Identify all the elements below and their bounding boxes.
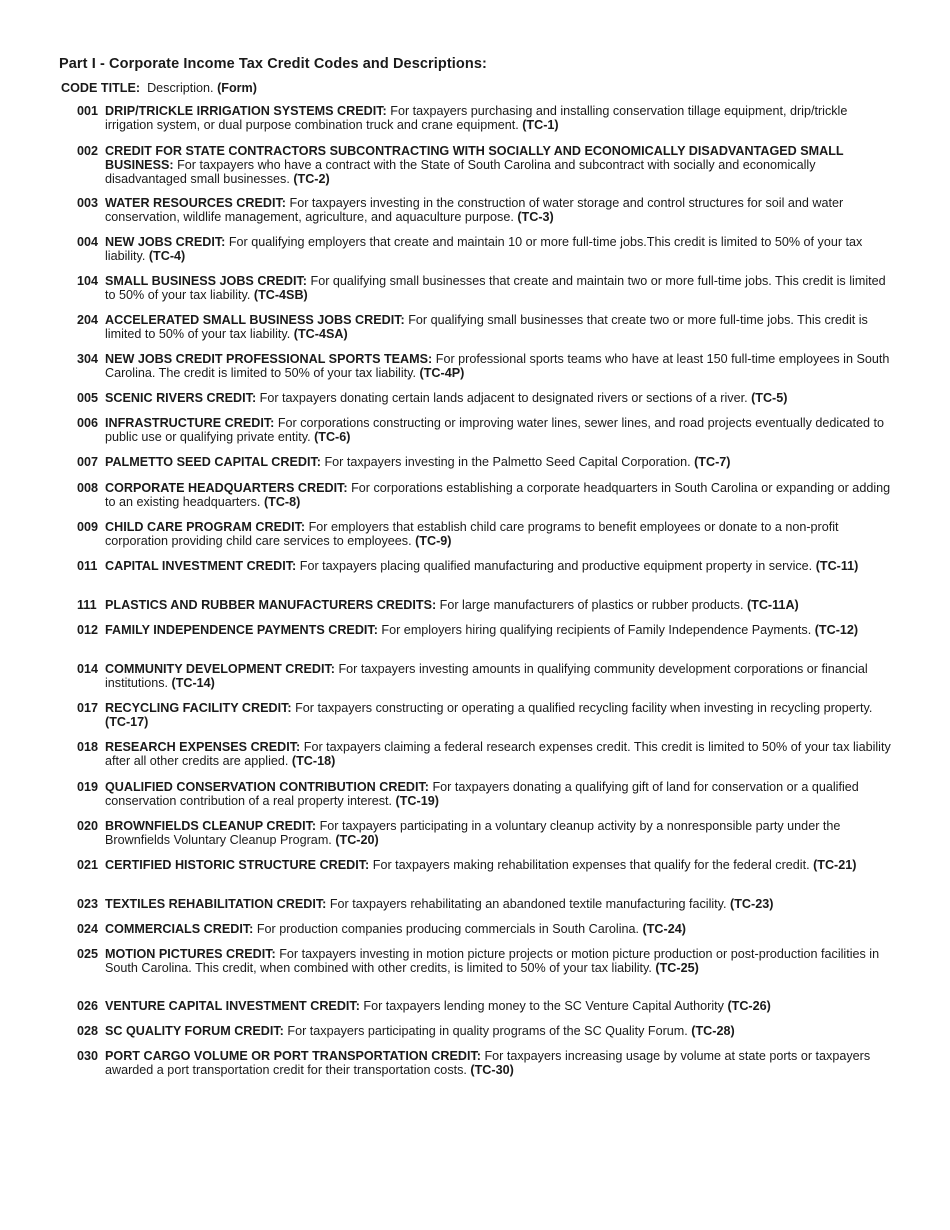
credit-entry (77, 1049, 892, 1077)
credit-title: CHILD CARE PROGRAM CREDIT: (105, 520, 306, 534)
credit-title: QUALIFIED CONSERVATION CONTRIBUTION CREDIT: (105, 780, 429, 794)
credit-body (105, 455, 892, 469)
credit-title: WATER RESOURCES CREDIT: (105, 196, 286, 210)
credit-description: For taxpayers claiming a federal research expenses credit. This credit is limited to 50% of your tax liability after all other credits are applied. (105, 740, 891, 768)
credit-title: PORT CARGO VOLUME OR PORT TRANSPORTATION CREDIT: (105, 1049, 481, 1063)
credit-body (105, 858, 892, 872)
credit-entry (77, 274, 892, 302)
credit-title: CERTIFIED HISTORIC STRUCTURE CREDIT: (105, 858, 370, 872)
credit-body (105, 922, 892, 936)
credit-body (105, 947, 892, 975)
credit-entry (77, 520, 892, 548)
credit-body (105, 662, 892, 690)
credit-description: For qualifying small businesses that create and maintain two or more full-time jobs. This credit is limited to 50% of your tax liability. (105, 274, 886, 302)
credit-code: 204 (77, 313, 99, 327)
credit-code: 030 (77, 1049, 99, 1063)
credit-body (105, 104, 892, 132)
credit-body (105, 416, 892, 444)
credit-form: (TC-20) (335, 833, 379, 847)
credit-code: 006 (77, 416, 99, 430)
credit-code: 002 (77, 144, 99, 158)
credit-form: (TC-4P) (419, 366, 465, 380)
credit-code: 021 (77, 858, 99, 872)
credit-description: For taxpayers lending money to the SC Venture Capital Authority (363, 999, 724, 1013)
credit-form: (TC-19) (395, 794, 439, 808)
credit-title: TEXTILES REHABILITATION CREDIT: (105, 897, 327, 911)
credit-description: For corporations constructing or improving water lines, sewer lines, and road projects eventually dedicated to public use or qualifying private entity. (105, 416, 885, 444)
credit-title: CREDIT FOR STATE CONTRACTORS SUBCONTRACTING WITH SOCIALLY AND ECONOMICALLY DISADVANTAGED SMALL BUSINESS: (105, 144, 844, 172)
credit-form: (TC-9) (415, 534, 452, 548)
credit-form: (TC-11A) (746, 598, 799, 612)
credit-entry (77, 416, 892, 444)
credit-title: FAMILY INDEPENDENCE PAYMENTS CREDIT: (105, 623, 378, 637)
credit-body (105, 481, 892, 509)
credit-description: For taxpayers participating in a voluntary cleanup activity by a nonresponsible party under the Brownfields Voluntary Cleanup Program. (105, 819, 841, 847)
credit-form: (TC-4) (148, 249, 186, 263)
credit-description: For taxpayers investing in motion picture projects or motion picture production or post-production facilities in South Carolina. This credit, when combined with other credits, is limited to 50% of your tax liability. (105, 947, 880, 975)
credit-description: For taxpayers constructing or operating a qualified recycling facility when investing in recycling property. (295, 701, 873, 715)
credit-title: DRIP/TRICKLE IRRIGATION SYSTEMS CREDIT: (105, 104, 387, 118)
credit-form: (TC-17) (105, 715, 149, 729)
credit-description: For corporations establishing a corporate headquarters in South Carolina or expanding or adding to an existing headquarters. (105, 481, 891, 509)
credit-entry (77, 1024, 892, 1038)
legend-description: Description. (147, 81, 214, 95)
credit-code: 011 (77, 559, 98, 573)
credit-title: RECYCLING FACILITY CREDIT: (105, 701, 292, 715)
credit-title: SC QUALITY FORUM CREDIT: (105, 1024, 284, 1038)
credit-code: 009 (77, 520, 99, 534)
credit-form: (TC-26) (727, 999, 771, 1013)
credit-code: 004 (77, 235, 99, 249)
credit-title: RESEARCH EXPENSES CREDIT: (105, 740, 301, 754)
credit-entry (77, 858, 892, 872)
credit-code: 007 (77, 455, 99, 469)
credit-code: 028 (77, 1024, 99, 1038)
credit-form: (TC-5) (751, 391, 788, 405)
credit-code: 018 (77, 740, 99, 754)
credit-description: For professional sports teams who have at least 150 full-time employees in South Carolina. The credit is limited to 50% of your tax liability. (105, 352, 890, 380)
credit-entry (77, 623, 892, 637)
credit-body (105, 352, 892, 380)
credit-code: 008 (77, 481, 99, 495)
credit-code: 023 (77, 897, 99, 911)
credit-form: (TC-3) (517, 210, 554, 224)
credit-title: NEW JOBS CREDIT: (105, 235, 226, 249)
credit-form: (TC-1) (522, 118, 559, 132)
credit-description: For taxpayers investing in the construction of water storage and control structures for soil and water conservation, wildlife management, agriculture, and aquaculture purpose. (105, 196, 844, 224)
credit-form: (TC-2) (293, 172, 330, 186)
credit-entry (77, 598, 892, 612)
credit-description: For taxpayers participating in quality programs of the SC Quality Forum. (287, 1024, 688, 1038)
credit-description: For taxpayers who have a contract with the State of South Carolina and subcontract with socially and economically disadvantaged small businesses. (105, 158, 816, 186)
credit-description: For taxpayers increasing usage by volume at state ports or taxpayers awarded a port transportation credit for their transportation costs. (105, 1049, 871, 1077)
credit-title: PALMETTO SEED CAPITAL CREDIT: (105, 455, 321, 469)
credit-title: SCENIC RIVERS CREDIT: (105, 391, 257, 405)
credit-entry (77, 391, 892, 405)
credit-entry (77, 104, 892, 132)
credit-title: ACCELERATED SMALL BUSINESS JOBS CREDIT: (105, 313, 405, 327)
credit-description: For taxpayers investing amounts in qualifying community development corporations or financial institutions. (105, 662, 868, 690)
credit-code: 104 (77, 274, 99, 288)
credit-description: For taxpayers investing in the Palmetto Seed Capital Corporation. (324, 455, 691, 469)
credit-description: For qualifying employers that create and maintain 10 or more full-time jobs.This credit is limited to 50% of your tax liability. (105, 235, 863, 263)
credit-entry (77, 922, 892, 936)
credit-description: For employers that establish child care programs to benefit employees or donate to a non-profit corporation providing child care services to employees. (105, 520, 839, 548)
credit-entry (77, 144, 892, 186)
credit-title: CAPITAL INVESTMENT CREDIT: (105, 559, 297, 573)
credit-body (105, 999, 892, 1013)
credit-form: (TC-6) (314, 430, 351, 444)
credit-code: 005 (77, 391, 99, 405)
credit-body (105, 819, 892, 847)
credit-title: VENTURE CAPITAL INVESTMENT CREDIT: (105, 999, 360, 1013)
credit-entry (77, 780, 892, 808)
credit-form: (TC-25) (655, 961, 699, 975)
credit-title: COMMUNITY DEVELOPMENT CREDIT: (105, 662, 335, 676)
credit-body (105, 780, 892, 808)
credit-form: (TC-11) (815, 559, 859, 573)
credit-code: 012 (77, 623, 99, 637)
credit-title: BROWNFIELDS CLEANUP CREDIT: (105, 819, 317, 833)
credit-title: COMMERCIALS CREDIT: (105, 922, 254, 936)
credit-title: INFRASTRUCTURE CREDIT: (105, 416, 275, 430)
credit-form: (TC-7) (694, 455, 731, 469)
credit-code: 001 (77, 104, 99, 118)
credit-title: SMALL BUSINESS JOBS CREDIT: (105, 274, 307, 288)
credit-entry (77, 897, 892, 911)
credit-form: (TC-23) (730, 897, 774, 911)
credit-entry (77, 701, 892, 729)
credit-code: 111 (77, 598, 97, 612)
credit-body (105, 274, 892, 302)
credit-code: 024 (77, 922, 99, 936)
credit-entry (77, 235, 892, 263)
credit-entry (77, 819, 892, 847)
credit-entry (77, 999, 892, 1013)
credit-description: For taxpayers donating certain lands adjacent to designated rivers or sections of a river. (259, 391, 748, 405)
legend-form: (Form) (217, 81, 257, 95)
section-heading: Part I - Corporate Income Tax Credit Codes and Descriptions: (59, 56, 487, 72)
credit-entry (77, 559, 892, 573)
credit-body (105, 559, 892, 573)
credit-code: 025 (77, 947, 99, 961)
credit-description: For qualifying small businesses that create two or more full-time jobs. This credit is limited to 50% of your tax liability. (105, 313, 868, 341)
credit-title: CORPORATE HEADQUARTERS CREDIT: (105, 481, 348, 495)
credit-entry (77, 662, 892, 690)
credit-entry (77, 196, 892, 224)
credit-code: 026 (77, 999, 99, 1013)
legend-code-title: CODE TITLE: (61, 81, 141, 95)
credit-code: 003 (77, 196, 99, 210)
credit-description: For taxpayers donating a qualifying gift of land for conservation or a qualified conservation contribution of a real property interest. (105, 780, 859, 808)
credit-code: 014 (77, 662, 99, 676)
credit-entry (77, 455, 892, 469)
credit-body (105, 598, 892, 612)
credit-entry (77, 352, 892, 380)
credit-entry (77, 313, 892, 341)
credit-form: (TC-28) (691, 1024, 735, 1038)
credit-description: For production companies producing commercials in South Carolina. (256, 922, 640, 936)
credit-body (105, 740, 892, 768)
credit-description: For taxpayers making rehabilitation expenses that qualify for the federal credit. (372, 858, 810, 872)
credit-form: (TC-14) (171, 676, 215, 690)
credit-form: (TC-30) (470, 1063, 514, 1077)
credit-form: (TC-18) (291, 754, 336, 768)
credit-code: 020 (77, 819, 99, 833)
credit-entry (77, 947, 892, 975)
credit-body (105, 701, 892, 729)
credit-body (105, 520, 892, 548)
credit-title: NEW JOBS CREDIT PROFESSIONAL SPORTS TEAMS: (105, 352, 433, 366)
credit-body (105, 144, 892, 186)
credit-title: MOTION PICTURES CREDIT: (105, 947, 276, 961)
credit-form: (TC-21) (813, 858, 857, 872)
credit-body (105, 313, 892, 341)
credit-entry (77, 481, 892, 509)
credit-body (105, 391, 892, 405)
credit-description: For taxpayers rehabilitating an abandoned textile manufacturing facility. (329, 897, 727, 911)
credit-title: PLASTICS AND RUBBER MANUFACTURERS CREDITS: (105, 598, 437, 612)
credit-form: (TC-8) (263, 495, 301, 509)
credit-code: 017 (77, 701, 99, 715)
credit-body (105, 623, 892, 637)
credit-body (105, 235, 892, 263)
credit-body (105, 196, 892, 224)
credit-body (105, 897, 892, 911)
credit-description: For taxpayers placing qualified manufacturing and productive equipment property in service. (299, 559, 813, 573)
credit-description: For taxpayers purchasing and installing conservation tillage equipment, drip/trickle irrigation system, or dual purpose combination truck and crane equipment. (105, 104, 848, 132)
credit-form: (TC-12) (814, 623, 859, 637)
credit-body (105, 1049, 892, 1077)
credit-form: (TC-4SA) (293, 327, 348, 341)
credit-description: For large manufacturers of plastics or rubber products. (439, 598, 744, 612)
credit-description: For employers hiring qualifying recipients of Family Independence Payments. (381, 623, 812, 637)
credit-entry (77, 740, 892, 768)
credit-form: (TC-24) (642, 922, 686, 936)
credit-body (105, 1024, 892, 1038)
credit-code: 304 (77, 352, 99, 366)
credit-code: 019 (77, 780, 99, 794)
credit-form: (TC-4SB) (253, 288, 308, 302)
